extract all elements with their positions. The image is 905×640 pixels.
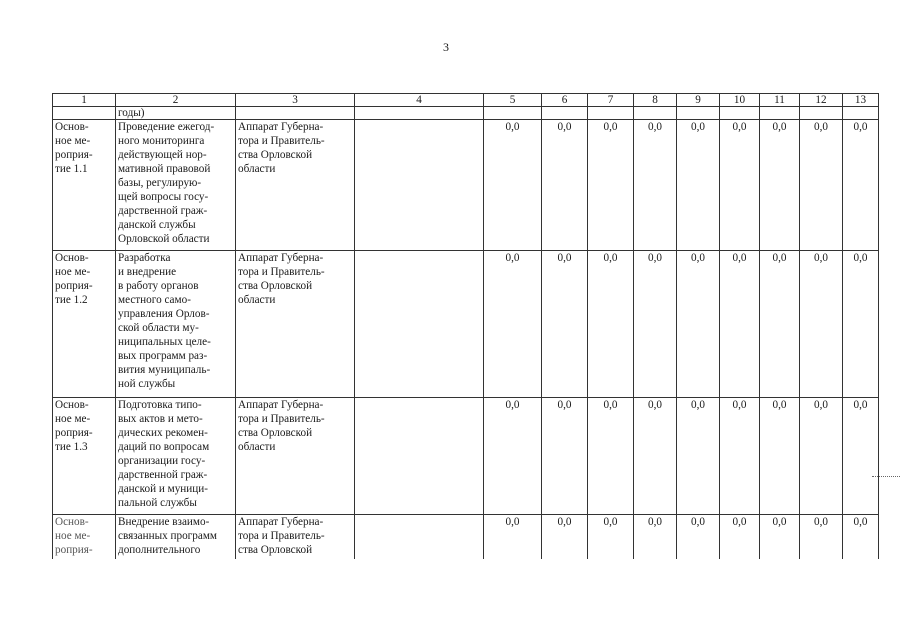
value-cell: 0,0 [677,515,720,560]
column-header: 13 [843,94,879,107]
column-number-row [53,94,879,107]
value-cell: 0,0 [720,398,760,515]
value-cell: 0,0 [843,398,879,515]
value-cell: 0,0 [634,120,677,251]
activity-col4 [355,515,484,560]
value-cell: 0,0 [588,251,634,398]
value-cell: 0,0 [677,251,720,398]
value-cell: 0,0 [484,120,542,251]
column-header: 12 [800,94,843,107]
column-header: 10 [720,94,760,107]
value-cell: 0,0 [484,515,542,560]
activity-description: Проведение ежегод- ного мониторинга действующей нор- мативной правовой базы, регулирую- щей вопросы госу- дарственной граж- данской службы Орловской области [116,120,236,251]
value-cell: 0,0 [634,251,677,398]
activity-label: Основ- ное ме- роприя- тие 1.1 [53,120,116,251]
activity-label: Основ- ное ме- роприя- тие 1.3 [53,398,116,515]
value-cell: 0,0 [760,398,800,515]
activity-executor: Аппарат Губерна- тора и Правитель- ства Орловской области [236,398,355,515]
table-row [53,515,879,560]
value-cell: 0,0 [760,515,800,560]
activity-executor: Аппарат Губерна- тора и Правитель- ства Орловской [236,515,355,560]
activity-description: Внедрение взаимо- связанных программ дополнительного [116,515,236,560]
value-cell: 0,0 [760,251,800,398]
value-cell: 0,0 [634,515,677,560]
column-header: 6 [542,94,588,107]
column-header: 7 [588,94,634,107]
value-cell: 0,0 [677,398,720,515]
activity-description: Разработка и внедрение в работу органов местного само- управления Орлов- ской области му- ниципальных целе- вых программ раз- вития муниципаль- ной службы [116,251,236,398]
value-cell: 0,0 [484,398,542,515]
table-row [53,251,879,398]
value-cell: 0,0 [484,251,542,398]
activity-label: Основ- ное ме- роприя- тие 1.2 [53,251,116,398]
program-activities-table [52,93,879,559]
activity-executor: Аппарат Губерна- тора и Правитель- ства Орловской области [236,251,355,398]
column-header: 2 [116,94,236,107]
value-cell: 0,0 [720,515,760,560]
value-cell: 0,0 [677,120,720,251]
column-header: 4 [355,94,484,107]
value-cell: 0,0 [800,120,843,251]
value-cell: 0,0 [542,398,588,515]
scan-edge-mark [872,476,900,480]
value-cell: 0,0 [843,251,879,398]
table-row [53,120,879,251]
carry-over-row [53,107,879,120]
column-header: 11 [760,94,800,107]
value-cell: 0,0 [542,251,588,398]
activity-col4 [355,251,484,398]
activity-description: Подготовка типо- вых актов и мето- дических рекомен- даций по вопросам организации госу- дарственной граж- данской и муници- пальной службы [116,398,236,515]
column-header: 8 [634,94,677,107]
column-header: 3 [236,94,355,107]
column-header: 5 [484,94,542,107]
value-cell: 0,0 [843,120,879,251]
value-cell: 0,0 [843,515,879,560]
page-number: 3 [443,40,449,54]
value-cell: 0,0 [760,120,800,251]
value-cell: 0,0 [800,251,843,398]
activity-executor: Аппарат Губерна- тора и Правитель- ства Орловской области [236,120,355,251]
value-cell: 0,0 [588,515,634,560]
activity-col4 [355,120,484,251]
activity-col4 [355,398,484,515]
column-header: 1 [53,94,116,107]
carry-over-text: годы) [116,107,236,120]
value-cell: 0,0 [800,398,843,515]
column-header: 9 [677,94,720,107]
value-cell: 0,0 [720,120,760,251]
value-cell: 0,0 [634,398,677,515]
activity-label: Основ- ное ме- роприя- [53,515,116,560]
value-cell: 0,0 [542,515,588,560]
value-cell: 0,0 [542,120,588,251]
value-cell: 0,0 [720,251,760,398]
table-row [53,398,879,515]
value-cell: 0,0 [588,120,634,251]
value-cell: 0,0 [588,398,634,515]
value-cell: 0,0 [800,515,843,560]
